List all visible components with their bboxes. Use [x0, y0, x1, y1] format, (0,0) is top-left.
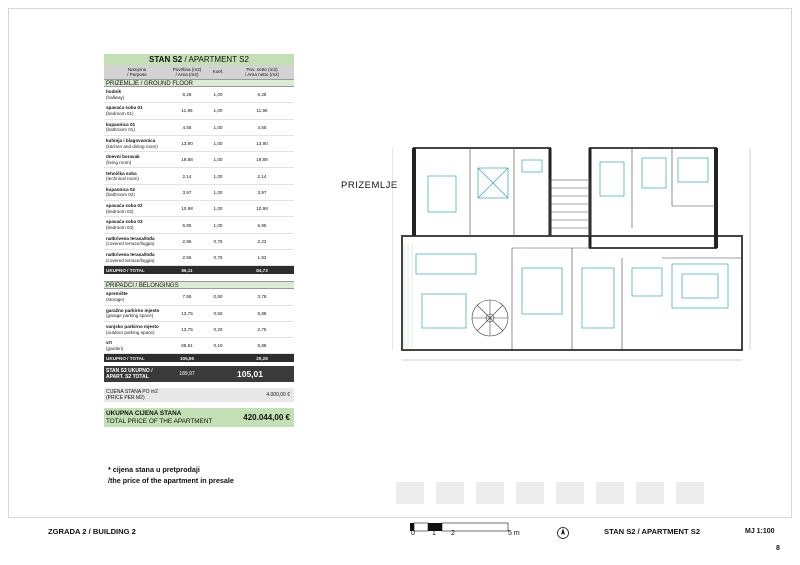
- scale-tick-1: 1: [432, 530, 436, 537]
- ground-floor-row: [104, 152, 294, 168]
- ground-floor-row: [104, 168, 294, 184]
- row-coef: 0,50: [213, 294, 223, 300]
- row-coef: 0,20: [213, 327, 223, 332]
- row-purpose: hodnik (hallway): [106, 89, 125, 100]
- row-purpose: kupaonica 02 (bathroom 02): [106, 186, 136, 198]
- apartment-label: STAN S2 / APARTMENT S2: [604, 527, 701, 536]
- row-purpose: vanjsko parkirno mjesto (outdoor parking space): [106, 323, 159, 335]
- apartment-total-area: 189,97: [179, 371, 195, 378]
- row-coef: 0,75: [213, 255, 223, 261]
- belongings-row: [104, 289, 294, 305]
- row-net: 2,75: [257, 327, 267, 332]
- total-price-row: UKUPNA CIJENA STANA TOTAL PRICE OF THE APARTMENT 420.044,00 €: [104, 408, 294, 427]
- row-coef: 0,50: [213, 310, 223, 316]
- row-area: 2,96: [182, 238, 192, 244]
- row-net: 6,28: [257, 92, 267, 98]
- header-net: Pov. netto (m2) / Area netto (m2): [244, 66, 280, 77]
- row-coef: 1,00: [213, 141, 223, 147]
- belongings-row: [104, 306, 294, 322]
- ground-floor-row: [104, 201, 294, 217]
- row-net: 6,88: [257, 343, 267, 349]
- section-belongings: PRIPADCI / BELONGINGS: [104, 281, 294, 289]
- row-net: 2,22: [257, 238, 267, 244]
- header-purpose: Namjena / Purpose: [127, 66, 147, 77]
- row-net: 6,88: [257, 310, 267, 316]
- header-area: Površina (m2) / Area (m2): [172, 66, 202, 77]
- row-purpose: natkrivena terasa/lođa (covered terrace/loggia): [106, 252, 155, 263]
- row-area: 13,75: [181, 310, 193, 316]
- row-area: 10,98: [181, 206, 193, 212]
- floor-plan-drawing: [392, 118, 752, 368]
- row-purpose: garažno parkirno mjesto (garage parking space): [106, 307, 160, 319]
- belongings-row: [104, 322, 294, 338]
- row-coef: 1,00: [213, 124, 223, 130]
- row-area: 13,75: [181, 327, 193, 332]
- row-net: 6,95: [257, 222, 267, 228]
- row-coef: 1,00: [213, 157, 223, 163]
- row-area: 3,97: [182, 189, 192, 195]
- row-coef: 1,00: [213, 108, 223, 114]
- table-title-bold: STAN S2: [149, 55, 183, 64]
- belongings-total: UKUPNO / TOTAL 105,86 20,28: [104, 354, 294, 362]
- belongings-rows: [104, 289, 294, 354]
- row-area: 2,56: [182, 255, 192, 261]
- ground-floor-row: [104, 217, 294, 233]
- plan-label: PRIZEMLJE: [341, 180, 398, 191]
- row-net: 2,14: [257, 173, 267, 179]
- row-net: 3,78: [257, 294, 267, 300]
- section-ground-floor: PRIZEMLJE / GROUND FLOOR: [104, 79, 294, 87]
- row-purpose: dnevni boravak (living room): [106, 154, 140, 165]
- row-purpose: natkrivena terasa/lođa (covered terrace/loggia): [106, 235, 155, 247]
- row-net: 4,55: [257, 124, 267, 130]
- row-area: 4,55: [182, 124, 192, 130]
- ground-floor-row: [104, 234, 294, 250]
- apartment-total-net: 105,01: [237, 369, 263, 380]
- table-title-rest: / APARTMENT S2: [182, 55, 249, 64]
- row-purpose: spavaća soba 01 (bedroom 01): [106, 105, 143, 116]
- drawing-scale: MJ 1:100: [745, 528, 775, 535]
- row-area: 6,95: [182, 222, 192, 228]
- row-coef: 1,00: [213, 173, 223, 179]
- ground-floor-row: [104, 87, 294, 103]
- row-purpose: spremište (storage): [106, 291, 128, 302]
- row-purpose: tehnička soba (technical room): [106, 170, 139, 182]
- row-purpose: spavaća soba 03 (bedroom 03): [106, 219, 143, 231]
- belongings-row: [104, 338, 294, 354]
- row-area: 13,90: [181, 141, 193, 147]
- ground-floor-rows: [104, 87, 294, 266]
- table-header: [104, 65, 294, 79]
- presale-note: * cijena stana u pretprodaji /the price of the apartment in presale: [108, 465, 234, 485]
- row-net: 13,90: [256, 141, 268, 147]
- row-area: 6,28: [182, 92, 192, 98]
- row-area: 7,55: [182, 294, 192, 300]
- price-per-m2-value: 4.000,00 €: [266, 392, 290, 399]
- ground-floor-row: [104, 185, 294, 201]
- north-arrow-icon: [556, 526, 570, 540]
- row-coef: 0,75: [213, 238, 223, 244]
- building-label: ZGRADA 2 / BUILDING 2: [48, 527, 136, 536]
- header-coef: Koef.: [212, 69, 224, 75]
- row-net: 19,88: [256, 157, 268, 163]
- row-purpose: kuhinja i blagovaonica (kitchen and dining room): [106, 137, 158, 149]
- price-per-m2-row: CIJENA STANA PO m2 (PRICE PER M2) 4.000,00 €: [104, 388, 294, 402]
- row-net: 1,92: [257, 255, 267, 261]
- row-purpose: spavaća soba 02 (bedroom 02): [106, 203, 143, 214]
- row-coef: 1,00: [213, 206, 223, 212]
- row-net: 10,98: [256, 206, 268, 212]
- row-area: 19,88: [181, 157, 193, 163]
- watermark-logo: [396, 478, 716, 508]
- row-area: 11,96: [181, 108, 193, 114]
- row-coef: 1,00: [213, 189, 223, 195]
- page-number: 8: [776, 545, 780, 552]
- ground-floor-row: [104, 136, 294, 152]
- scale-tick-5: 5 m: [508, 530, 520, 537]
- row-purpose: kupaonica 01 (bathroom 01): [106, 121, 136, 133]
- row-net: 11,96: [256, 108, 268, 114]
- area-table: [104, 54, 294, 427]
- ground-floor-row: [104, 103, 294, 119]
- row-coef: 1,00: [213, 222, 223, 228]
- scale-tick-2: 2: [451, 530, 455, 537]
- ground-floor-row: [104, 250, 294, 266]
- row-purpose: vrt (garden): [106, 340, 124, 351]
- table-title: [104, 54, 294, 65]
- ground-floor-total: UKUPNO / TOTAL 86,11 84,73: [104, 266, 294, 274]
- row-coef: 1,00: [213, 92, 223, 98]
- ground-floor-row: [104, 120, 294, 136]
- row-coef: 0,10: [213, 343, 223, 349]
- row-area: 68,81: [181, 343, 193, 349]
- row-area: 2,14: [182, 173, 192, 179]
- total-price-value: 420.044,00 €: [243, 413, 290, 423]
- apartment-total-row: STAN S2 UKUPNO / APART. S2 TOTAL 189,97 105,01: [104, 366, 294, 382]
- scale-tick-0: 0: [411, 530, 415, 537]
- row-net: 3,97: [257, 189, 267, 195]
